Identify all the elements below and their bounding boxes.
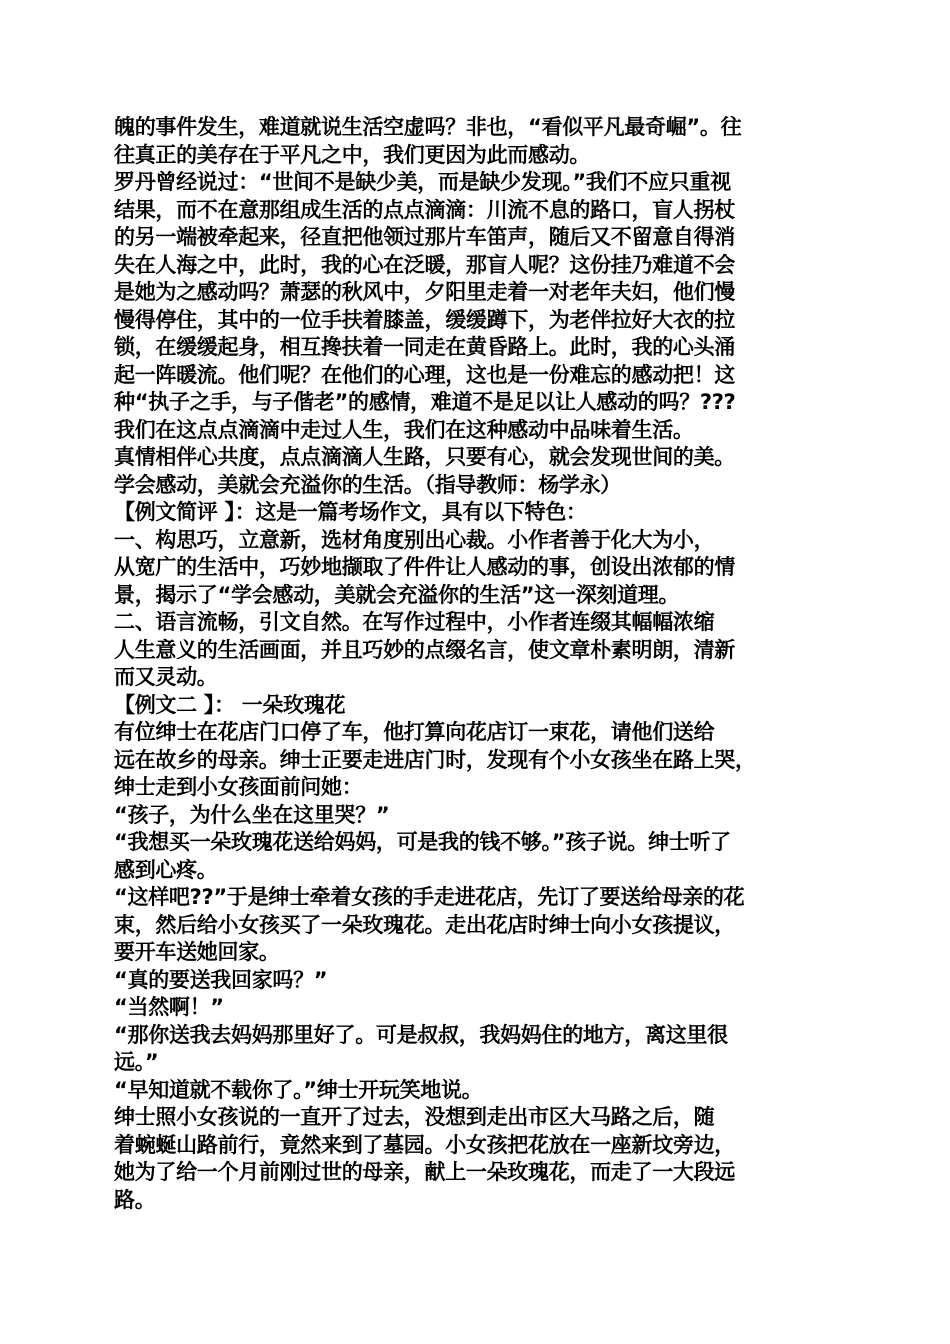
text-line: 感到心疼。 — [114, 857, 218, 882]
text-line: 有位绅士在花店门口停了车，他打算向花店订一束花，请他们送给 — [114, 720, 715, 744]
text-line: “我想买一朵玫瑰花送给妈妈，可是我的钱不够。”孩子说。绅士听了 — [114, 830, 731, 854]
text-line: 学会感动，美就会充溢你的生活。（指导教师：杨学永） — [114, 472, 621, 497]
text-line: “真的要送我回家吗？” — [114, 967, 328, 992]
text-line: 往真正的美存在于平凡之中，我们更因为此而感动。 — [114, 142, 591, 167]
text-line: “当然啊！” — [114, 995, 224, 1019]
text-line: 绅士走到小女孩面前问她： — [114, 775, 363, 799]
text-line: 她为了给一个月前刚过世的母亲，献上一朵玫瑰花，而走了一大段远 — [114, 1160, 735, 1184]
text-line: “早知道就不载你了。”绅士开玩笑地说。 — [114, 1077, 483, 1102]
text-line: 路。 — [114, 1187, 156, 1212]
text-line: 我们在这点点滴滴中走过人生，我们在这种感动中品味着生活。 — [114, 417, 694, 442]
text-line: “那你送我去妈妈那里好了。可是叔叔，我妈妈住的地方，离这里很 — [114, 1022, 728, 1047]
text-line: “孩子，为什么坐在这里哭？” — [114, 802, 390, 827]
text-line: 而又灵动。 — [114, 665, 218, 689]
text-line: 慢得停住，其中的一位手扶着膝盖，缓缓蹲下，为老伴拉好大衣的拉 — [114, 307, 735, 332]
text-line: 人生意义的生活画面，并且巧妙的点缀名言，使文章朴素明朗，清新 — [114, 637, 735, 662]
text-line: 失在人海之中，此时，我的心在泛暖，那盲人呢？这份挂乃难道不会 — [114, 252, 735, 277]
text-line: 二、语言流畅，引文自然。在写作过程中，小作者连缀其幅幅浓缩 — [114, 610, 715, 634]
text-line: 结果，而不在意那组成生活的点点滴滴：川流不息的路口，盲人拐杖 — [114, 197, 735, 222]
text-line: 罗丹曾经说过：“世间不是缺少美，而是缺少发现。”我们不应只重视 — [114, 170, 731, 194]
text-line: 是她为之感动吗？萧瑟的秋风中，夕阳里走着一对老年夫妇，他们慢 — [114, 280, 735, 304]
text-line: 魄的事件发生，难道就说生活空虚吗？非也，“看似平凡最奇崛”。往 — [114, 115, 742, 139]
text-line: 远。” — [114, 1050, 159, 1074]
text-line: 锁，在缓缓起身，相互搀扶着一同走在黄昏路上。此时，我的心头涌 — [114, 335, 735, 359]
text-line: 绅士照小女孩说的一直开了过去，没想到走出市区大马路之后，随 — [114, 1105, 715, 1129]
text-line: 起一阵暖流。他们呢？在他们的心理，这也是一份难忘的感动把！这 — [114, 362, 735, 387]
text-line: 一、构思巧，立意新，选材角度别出心裁。小作者善于化大为小， — [114, 527, 715, 552]
text-line: “这样吧??”于是绅士牵着女孩的手走进花店，先订了要送给母亲的花 — [114, 885, 745, 909]
text-line: 真情相伴心共度，点点滴滴人生路，只要有心，就会发现世间的美。 — [114, 445, 735, 469]
document-page — [114, 114, 844, 1214]
text-line: 种“执子之手，与子偕老”的感情，难道不是足以让人感动的吗？??? — [114, 390, 736, 414]
text-line: 【例文简评 】：这是一篇考场作文，具有以下特色： — [114, 500, 587, 524]
text-line: 着蜿蜒山路前行，竟然来到了墓园。小女孩把花放在一座新坟旁边， — [114, 1132, 735, 1157]
text-line: 远在故乡的母亲。绅士正要走进店门时，发现有个小女孩坐在路上哭， — [114, 747, 756, 772]
text-line: 要开车送她回家。 — [114, 940, 280, 964]
text-line: 从宽广的生活中，巧妙地撷取了件件让人感动的事，创设出浓郁的情 — [114, 555, 735, 579]
text-line: 景，揭示了“学会感动，美就会充溢你的生活”这一深刻道理。 — [114, 582, 680, 607]
text-line: 的另一端被牵起来，径直把他领过那片车笛声，随后又不留意自得消 — [114, 225, 735, 249]
text-line: 束，然后给小女孩买了一朵玫瑰花。走出花店时绅士向小女孩提议， — [114, 912, 735, 937]
text-line: 【例文二 】： 一朵玫瑰花 — [114, 692, 346, 717]
